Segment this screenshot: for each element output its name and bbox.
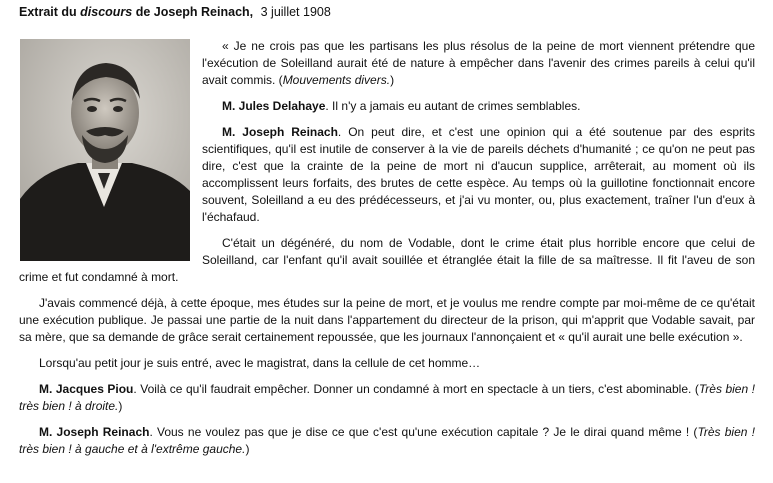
paragraph-6 [19,355,755,372]
speaker-reinach: M. Joseph Reinach [222,125,338,139]
p3-text: . On peut dire, et c'est une opinion qui a été soutenue par des esprits scientifiques, qu'il est inutile de conserver à la vie de pareils déchets d'humanité ; ce qu'on ne peut pas dire, c'est que la crainte de la peine de mort ni d'aucun supplice, arrêterait, au moment où ils accomplissent leurs forfaits, des brutes de cette espèce. Au temps où la guillotine fonctionnait encore souvent, Soleilland a eu des prédécesseurs, et j'ai vu monter, ou, plus exactement, traîner l'un d'eux à l'échafaud. [202,125,755,224]
p8-italic: Très bien ! très bien ! à gauche et à l'extrême gauche. [19,425,755,456]
p4-text: C'était un dégénéré, du nom de Vodable, dont le crime était plus horrible encore que celui de Soleilland, car l'enfant qu'il avait souillée et étranglée était la fille de sa maîtresse. Il fit l'aveu de son crime et fut condamné à mort. [19,236,755,284]
paragraph-8 [19,424,755,458]
p1-italic: Mouvements divers. [282,73,391,87]
p1-end: ) [390,73,395,87]
paragraph-5 [19,295,755,346]
p2-text: . Il n'y a jamais eu autant de crimes semblables. [325,99,581,113]
speaker-piou: M. Jacques Piou [39,382,134,396]
paragraph-7 [19,381,755,415]
portrait-photo [20,39,190,261]
title-middle: de Joseph Reinach, [135,5,254,19]
document-title [19,3,755,21]
p8-text: . Vous ne voulez pas que je dise ce que c'est qu'une exécution capitale ? Je le dirai quand même ! ( [149,425,698,439]
p7-text: . Voilà ce qu'il faudrait empêcher. Donner un condamné à mort en spectacle à un tiers, c'est abominable. ( [133,382,699,396]
title-discours: discours [80,5,133,19]
p7-italic: Très bien ! très bien ! à droite. [19,382,755,413]
title-prefix: Extrait du [19,5,77,19]
portrait-illustration [20,39,190,261]
p6-text: Lorsqu'au petit jour je suis entré, avec le magistrat, dans la cellule de cet homme… [39,356,481,370]
p5-text: J'avais commencé déjà, à cette époque, mes études sur la peine de mort, et je voulus me rendre compte par moi-même de ce qu'était une exécution publique. Je passai une partie de la nuit dans l'appartement du directeur de la prison, qui m'apprit que Vodable savait, par sa mère, que sa demande de grâce serait certainement repoussée, que les journaux l'annonçaient et « qu'il aurait une belle exécution ». [19,296,755,344]
speaker-delahaye: M. Jules Delahaye [222,99,326,113]
p8-end: ) [245,442,250,456]
title-date: 3 juillet 1908 [260,5,331,19]
p7-end: ) [118,399,123,413]
p1-text: « Je ne crois pas que les partisans les plus résolus de la peine de mort viennent prétendre que l'exécution de Soleilland aurait été de nature à empêcher dans l'avenir des crimes pareils à celui qu'il avait commis. ( [202,39,755,87]
speaker-reinach-2: M. Joseph Reinach [39,425,150,439]
